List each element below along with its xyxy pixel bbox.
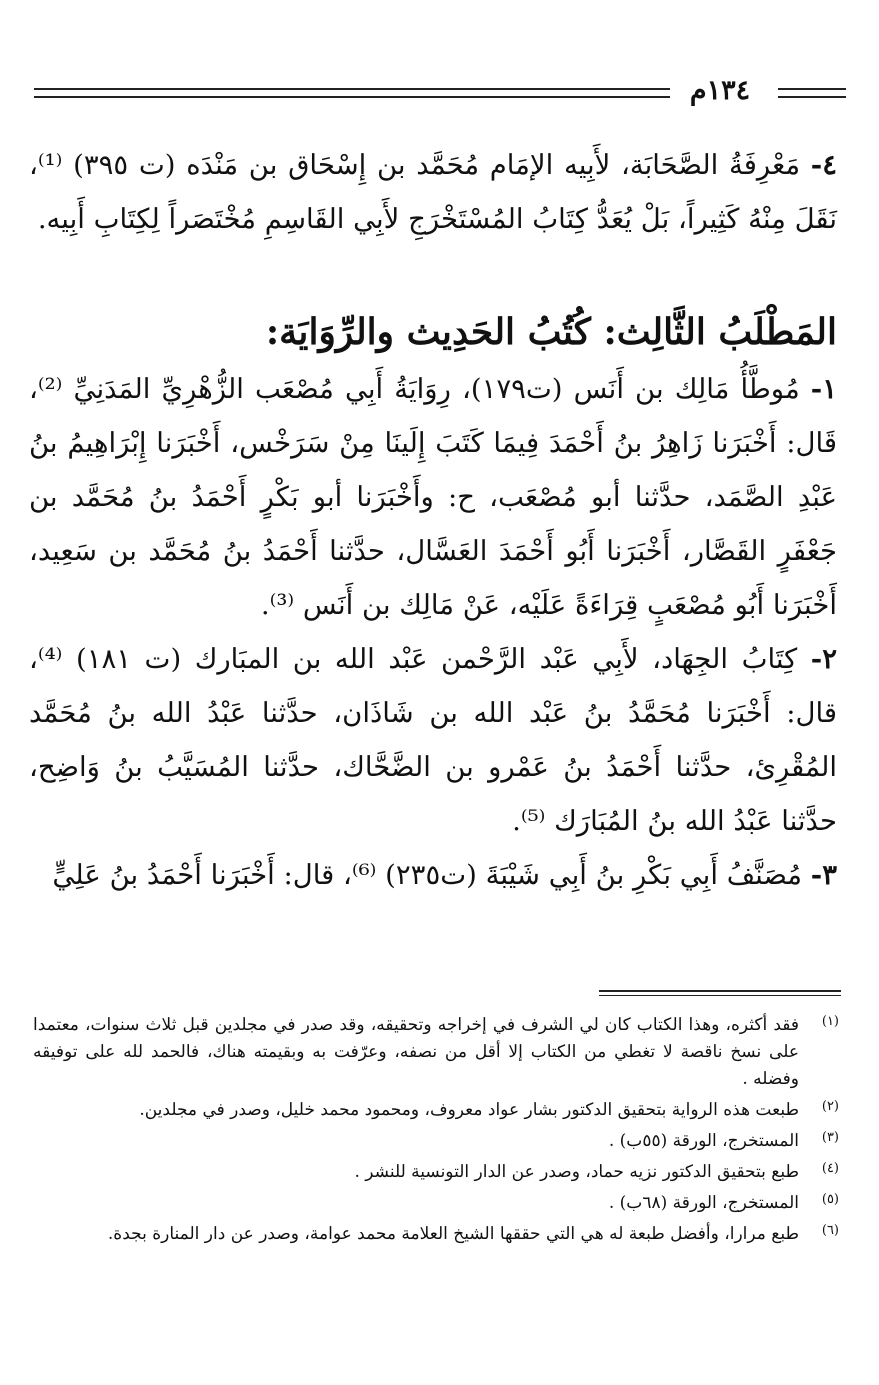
footnote-marker: (٣) [821,1130,839,1145]
item-text: كِتَابُ الجِهَاد، لأَبِي عَبْد الرَّحْمن عَبْد الله بن المبَارك (ت ١٨١) ⁽⁴⁾، قال: أَخْبَرَنا مُحَمَّدُ بنُ عَبْد الله بن شَاذَان، حدَّثنا عَبْدُ الله بنُ مُحَمَّد المُقْرِئ، حدَّثنا أَحْمَدُ بنُ عَمْرو بن الضَّحَّاك، حدَّثنا المُسَيَّبُ بنُ وَاضِح، حدَّثنا عَبْدُ الله بنُ المُبَارَك ⁽⁵⁾. [29,643,837,837]
list-item [29,362,837,632]
list-item [29,848,837,902]
item-text: مُوطَّأُ مَالِك بن أَنَس (ت١٧٩)، رِوَايَةُ أَبِي مُصْعَب الزُّهْرِيِّ المَدَنِيِّ ⁽²⁾، قَال: أَخْبَرَنا زَاهِرُ بنُ أَحْمَدَ فِيمَا كَتَبَ إِلَينَا مِنْ سَرَخْس، أَخْبَرَنا إِبْرَاهِيمُ بنُ عَبْدِ الصَّمَد، حدَّثنا أبو مُصْعَب، ح: وأَخْبَرَنا أبو بَكْرٍ أَحْمَدُ بنُ مُحَمَّد بن جَعْفَرٍ القَصَّار، أَخْبَرَنا أَبُو أَحْمَدَ العَسَّال، حدَّثنا أَحْمَدُ بنُ مُحَمَّد بن سَعِيد، أَخْبَرَنا أَبُو مُصْعَبٍ قِرَاءَةً عَلَيْه، عَنْ مَالِك بن أَنَس ⁽³⁾. [29,373,837,621]
item-text: مُصَنَّفُ أَبِي بَكْرِ بنُ أَبِي شَيْبَةَ (ت٢٣٥) ⁽⁶⁾، قال: أَخْبَرَنا أَحْمَدُ بنُ عَلِيٍّ [52,859,803,891]
header-rule-right [778,88,846,98]
intro-item [29,138,837,246]
footnote-text: فقد أكثره، وهذا الكتاب كان لي الشرف في إخراجه وتحقيقه، وقد صدر في مجلدين قبل ثلاث سنوات، معتمدا على نسخ ناقصة لا تغطي من الكتاب إلا أقل من نصفه، وعرّفت به وبقيمته هناك، فالحمد لله على توفيقه وفضله . [33,1015,799,1089]
item-number: ٣- [810,859,837,891]
list-item [29,632,837,848]
footnote [33,1097,839,1124]
item-number: ٤- [810,149,837,181]
footnote-marker: (٥) [821,1192,839,1207]
footnote-marker: (٦) [821,1223,839,1238]
item-number: ١- [810,373,837,405]
page-header [34,74,846,108]
footnote-separator [599,990,841,996]
footnote-marker: (٤) [821,1161,839,1176]
footnote-text: المستخرج، الورقة (٦٨ب) . [608,1193,799,1213]
item-text: مَعْرِفَةُ الصَّحَابَة، لأَبِيه الإمَام مُحَمَّد بن إِسْحَاق بن مَنْدَه (ت ٣٩٥) ⁽¹⁾، نَقَلَ مِنْهُ كَثِيراً، بَلْ يُعَدُّ كِتَابُ المُسْتَخْرَجِ لأَبِي القَاسِمِ مُخْتَصَراً لِكِتَابِ أَبِيه. [29,149,837,235]
section-heading: المَطْلَبُ الثَّالِث: كُتُبُ الحَدِيث والرِّوَايَة: [265,311,837,353]
page-number: ١٣٤م [689,75,751,106]
footnote-marker: (٢) [821,1099,839,1114]
footnotes [33,1012,839,1252]
footnote [33,1221,839,1248]
item-number: ٢- [810,643,837,675]
footnote [33,1190,839,1217]
footnote [33,1128,839,1155]
footnote-marker: (١) [821,1014,839,1029]
header-rule-left [34,88,670,98]
footnote-text: طبعت هذه الرواية بتحقيق الدكتور بشار عواد معروف، ومحمود محمد خليل، وصدر في مجلدين. [139,1100,799,1120]
footnote-text: طبع مرارا، وأفضل طبعة له هي التي حققها الشيخ العلامة محمد عوامة، وصدر عن دار المنارة بجدة. [107,1224,799,1244]
footnote [33,1159,839,1186]
footnote [33,1012,839,1093]
main-text [29,138,837,902]
footnote-text: المستخرج، الورقة (٥٥ب) . [608,1131,799,1151]
footnote-text: طبع بتحقيق الدكتور نزيه حماد، وصدر عن الدار التونسية للنشر . [354,1162,799,1182]
